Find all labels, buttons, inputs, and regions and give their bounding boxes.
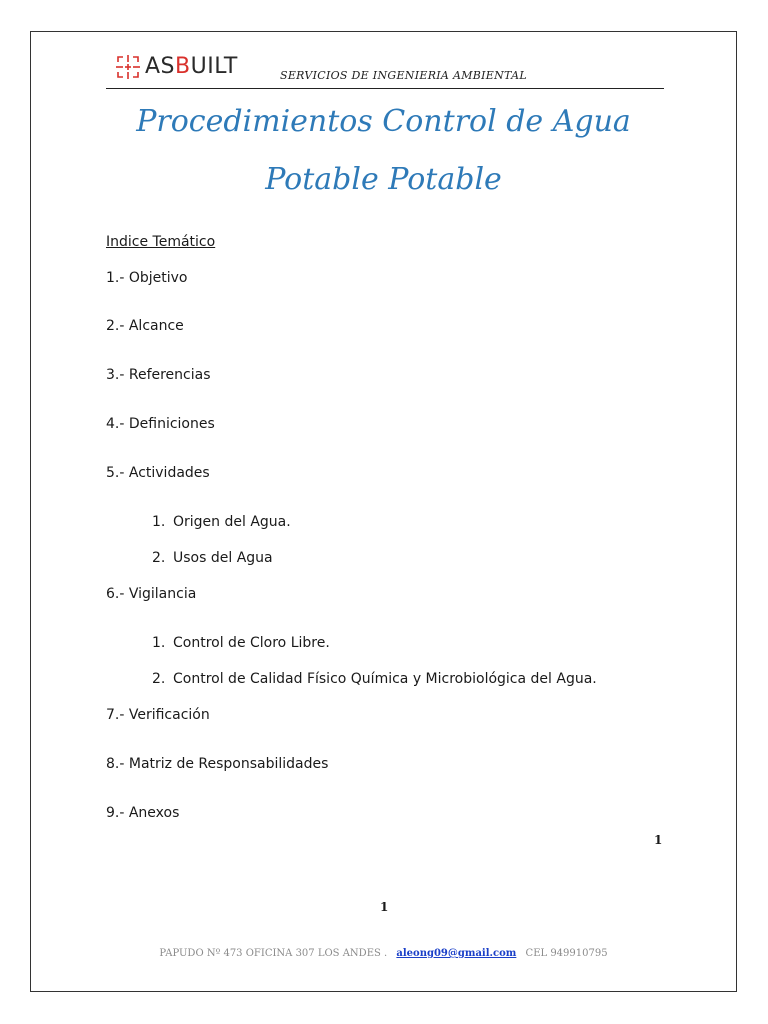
header-tagline: SERVICIOS DE INGENIERIA AMBIENTAL [280, 69, 527, 82]
footer-address: PAPUDO Nº 473 OFICINA 307 LOS ANDES . [159, 948, 388, 959]
toc-item-verificacion: 7.- Verificación [106, 707, 210, 723]
toc-subitem-calidad: 2. Control de Calidad Físico Química y Microbiológica del Agua. [152, 671, 597, 687]
toc-item-matriz: 8.- Matriz de Responsabilidades [106, 756, 329, 772]
document-title-line1: Procedimientos Control de Agua [136, 104, 631, 139]
document-header [106, 48, 664, 89]
asbuilt-logo-icon [114, 53, 142, 81]
document-footer [30, 948, 737, 959]
toc-item-definiciones: 4.- Definiciones [106, 416, 215, 432]
toc-heading: Indice Temático [106, 234, 216, 250]
toc-item-objetivo: 1.- Objetivo [106, 270, 188, 286]
document-title-line2: Potable Potable [265, 162, 502, 197]
toc-item-actividades: 5.- Actividades [106, 465, 210, 481]
toc-item-alcance: 2.- Alcance [106, 318, 184, 334]
toc-subitem-origen: 1. Origen del Agua. [152, 514, 291, 530]
logo-text: ASBUILT [145, 54, 238, 79]
toc-item-referencias: 3.- Referencias [106, 367, 211, 383]
footer-phone: CEL 949910795 [525, 948, 608, 959]
footer-email-link[interactable]: aleong09@gmail.com [396, 948, 517, 959]
company-logo [114, 52, 238, 82]
page-number-center: 1 [380, 900, 389, 914]
toc-item-anexos: 9.- Anexos [106, 805, 180, 821]
toc-subitem-cloro: 1. Control de Cloro Libre. [152, 635, 330, 651]
toc-subitem-usos: 2. Usos del Agua [152, 550, 273, 566]
toc-item-vigilancia: 6.- Vigilancia [106, 586, 197, 602]
page-number-right: 1 [654, 833, 663, 847]
